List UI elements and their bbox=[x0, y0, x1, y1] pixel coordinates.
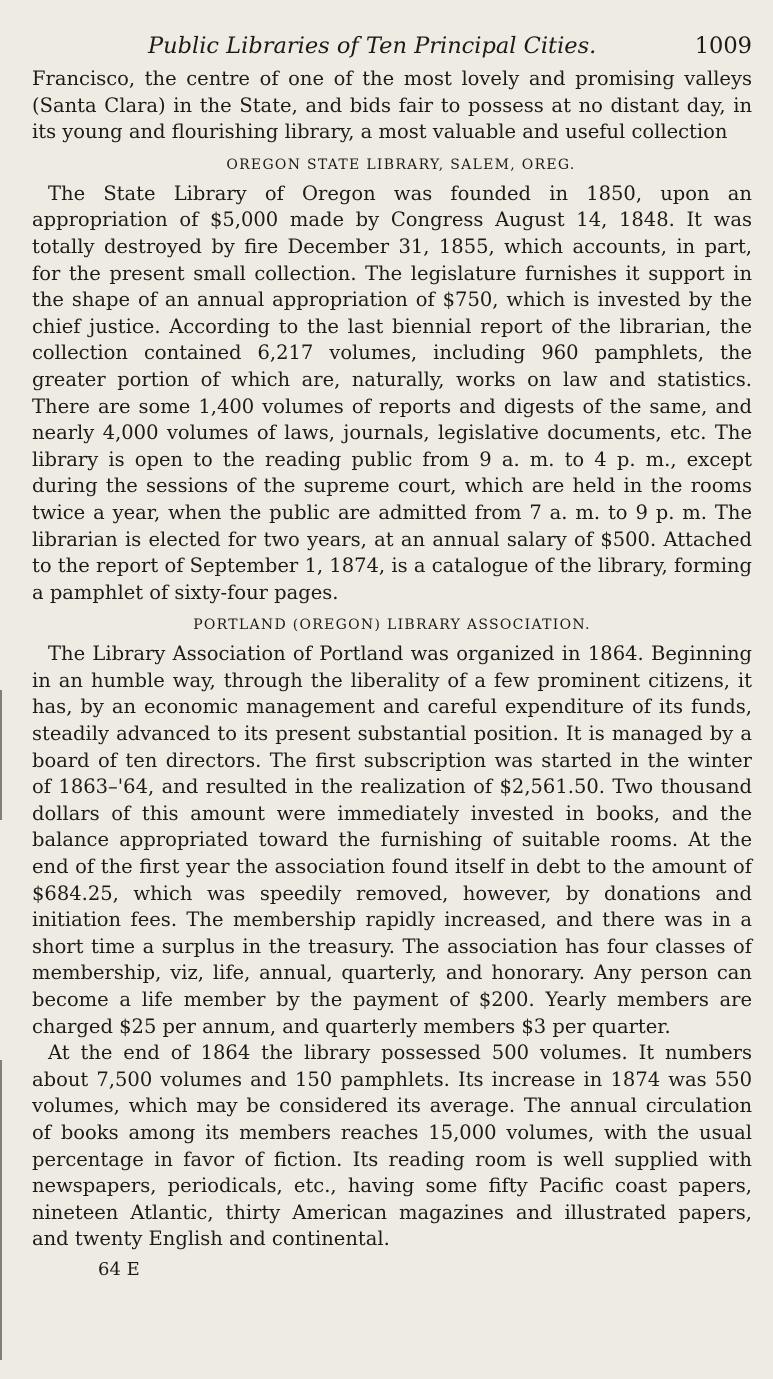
page-edge-mark bbox=[0, 1060, 2, 1360]
page-number: 1009 bbox=[694, 33, 752, 59]
section-heading-portland-library-association: PORTLAND (OREGON) LIBRARY ASSOCIATION. bbox=[193, 617, 591, 634]
document-page bbox=[32, 26, 752, 1356]
portland-paragraph-2: At the end of 1864 the library possessed 500 volumes. It numbers about 7,500 volumes and 150 pamphlets. Its increase in 1874 was 550 volumes, which may be considered its average. The annual circulation of books among its members reaches 15,000 volumes, with the usual percentage in favor of fiction. Its reading room is well supplied with newspapers, periodicals, etc., having some fifty Pacific coast papers, nineteen Atlantic, thirty American magazines and illustrated papers, and twenty English and continental. bbox=[32, 1041, 752, 1251]
page-edge-mark bbox=[0, 690, 2, 820]
oregon-state-library-paragraph: The State Library of Oregon was founded in 1850, upon an appropriation of $5,000 made by Congress August 14, 1848. It was totally destroyed by fire December 31, 1855, which accounts, in part, for the present small collection. The legislature furnishes it support in the shape of an annual appropriation of $750, which is invested by the chief justice. According to the last biennial report of the librarian, the collection contained 6,217 volumes, including 960 pamphlets, the greater portion of which are, naturally, works on law and statistics. There are some 1,400 volumes of reports and digests of the same, and nearly 4,000 volumes of laws, journals, legislative documents, etc. The library is open to the reading public from 9 a. m. to 4 p. m., except during the sessions of the supreme court, which are held in the rooms twice a year, when the public are admitted from 7 a. m. to 9 p. m. The librarian is elected for two years, at an annual salary of $500. Attached to the report of September 1, 1874, is a catalogue of the library, forming a pamphlet of sixty-four pages. bbox=[32, 181, 752, 604]
portland-paragraph-1: The Library Association of Portland was organized in 1864. Beginning in an humble way, through the liberality of a few prominent citizens, it has, by an economic management and careful expenditure of its funds, steadily advanced to its present substantial position. It is managed by a board of ten directors. The first subscription was started in the winter of 1863–'64, and resulted in the realization of $2,561.50. Two thousand dollars of this amount were immediately invested in books, and the balance appropriated toward the furnishing of suitable rooms. At the end of the first year the association found itself in debt to the amount of $684.25, which was speedily removed, however, by donations and initiation fees. The membership rapidly increased, and there was in a short time a surplus in the treasury. The association has four classes of membership, viz, life, annual, quarterly, and honorary. Any person can become a life member by the payment of $200. Yearly members are charged $25 per annum, and quarterly members $3 per quarter. bbox=[32, 642, 752, 1038]
running-title: Public Libraries of Ten Principal Cities. bbox=[148, 33, 597, 59]
printer-signature-mark: 64 E bbox=[98, 1258, 140, 1280]
running-head bbox=[32, 26, 752, 66]
continuation-paragraph: Francisco, the centre of one of the most lovely and promising valleys (Santa Clara) in the State, and bids fair to possess at no distant day, in its young and flourishing library, a most valuable and useful collection bbox=[32, 67, 752, 144]
section-heading-oregon-state-library: OREGON STATE LIBRARY, SALEM, OREG. bbox=[226, 156, 576, 173]
